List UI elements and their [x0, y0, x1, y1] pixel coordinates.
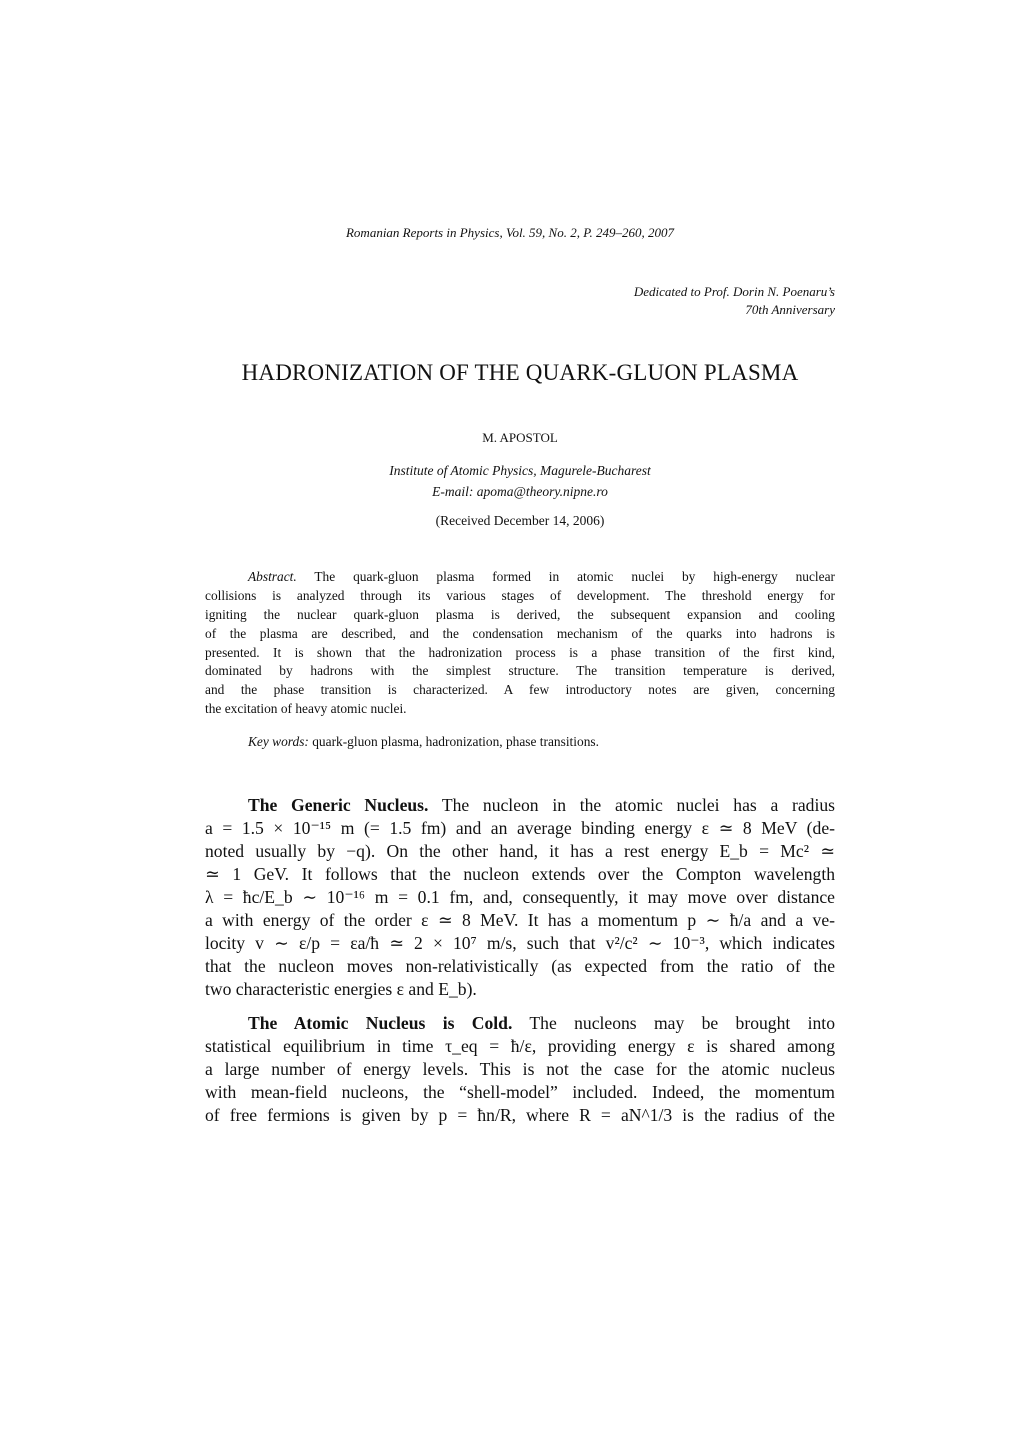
abstract-line: igniting the nuclear quark-gluon plasma is derived, the subsequent expansion and cooling: [205, 607, 835, 622]
section-heading: The Atomic Nucleus is Cold.: [248, 1013, 513, 1033]
abstract-line: dominated by hadrons with the simplest structure. The transition temperature is derived,: [205, 663, 835, 678]
author: M. APOSTOL: [482, 430, 558, 445]
body-line: [248, 795, 835, 816]
body-line: with mean-field nucleons, the “shell-model” included. Indeed, the momentum: [205, 1082, 835, 1102]
body-line: λ = ħc/E_b ∼ 10⁻¹⁶ m = 0.1 fm, and, consequently, it may move over distance: [205, 887, 835, 907]
keywords-label: Key words:: [248, 734, 309, 749]
journal-citation: Romanian Reports in Physics, Vol. 59, No. 2, P. 249–260, 2007: [345, 225, 674, 240]
keywords-text: quark-gluon plasma, hadronization, phase transitions.: [312, 734, 599, 749]
abstract-text: The quark-gluon plasma formed in atomic nuclei by high-energy nuclear: [314, 569, 835, 584]
abstract-line: and the phase transition is characterized. A few introductory notes are given, concerning: [205, 682, 835, 697]
body-line: two characteristic energies ε and E_b).: [205, 979, 477, 999]
body-line: that the nucleon moves non-relativistically (as expected from the ratio of the: [205, 956, 835, 976]
section-heading: The Generic Nucleus.: [248, 795, 429, 815]
dedication-line-1: Dedicated to Prof. Dorin N. Poenaru’s: [633, 284, 835, 299]
abstract-line: presented. It is shown that the hadronization process is a phase transition of the first kind,: [205, 645, 835, 660]
abstract-line: [248, 569, 835, 585]
body-line: [248, 1013, 835, 1034]
email: E-mail: apoma@theory.nipne.ro: [432, 484, 608, 499]
abstract-label: Abstract.: [248, 569, 297, 584]
abstract-line: the excitation of heavy atomic nuclei.: [205, 701, 407, 716]
body-text: The nucleons may be brought into: [529, 1013, 835, 1033]
body-line: of free fermions is given by p = ħn/R, where R = aN^1/3 is the radius of the: [205, 1105, 835, 1125]
paper-title: HADRONIZATION OF THE QUARK-GLUON PLASMA: [241, 360, 799, 385]
body-line: ≃ 1 GeV. It follows that the nucleon extends over the Compton wavelength: [205, 864, 835, 884]
body-line: locity v ∼ ε/p = εa/ħ ≃ 2 × 10⁷ m/s, such that v²/c² ∼ 10⁻³, which indicates: [205, 933, 835, 953]
body-text: The nucleon in the atomic nuclei has a radius: [441, 795, 835, 815]
body-line: statistical equilibrium in time τ_eq = ħ/ε, providing energy ε is shared among: [205, 1036, 835, 1056]
abstract-line: collisions is analyzed through its various stages of development. The threshold energy for: [205, 588, 835, 603]
body-line: noted usually by −q). On the other hand, it has a rest energy E_b = Mc² ≃: [205, 841, 835, 861]
dedication-line-2: 70th Anniversary: [745, 302, 835, 317]
institute: Institute of Atomic Physics, Magurele-Bucharest: [389, 463, 651, 478]
abstract-line: of the plasma are described, and the condensation mechanism of the quarks into hadrons is: [205, 626, 835, 641]
body-line: a with energy of the order ε ≃ 8 MeV. It has a momentum p ∼ ħ/a and a ve-: [205, 910, 835, 930]
body-line: a = 1.5 × 10⁻¹⁵ m (= 1.5 fm) and an average binding energy ε ≃ 8 MeV (de-: [205, 818, 835, 838]
received-date: (Received December 14, 2006): [435, 513, 605, 528]
body-line: a large number of energy levels. This is not the case for the atomic nucleus: [205, 1059, 835, 1079]
keywords: [248, 734, 835, 750]
